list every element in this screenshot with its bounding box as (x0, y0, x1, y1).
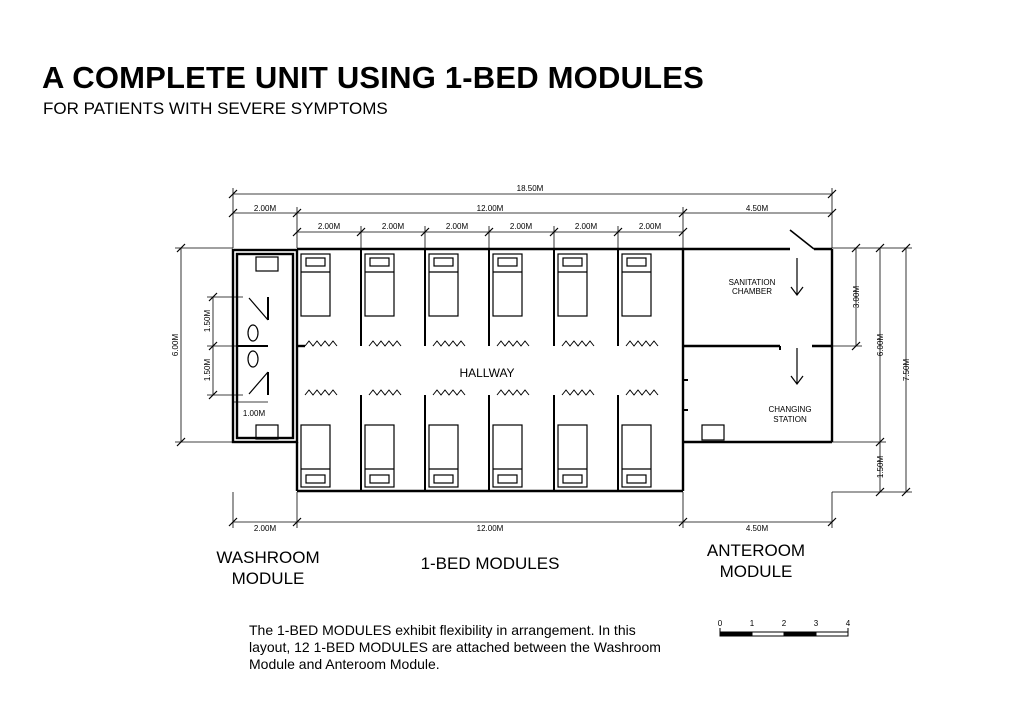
dim-module-6: 2.00M (638, 222, 662, 231)
beds-top (301, 254, 651, 316)
dim-module-4: 2.00M (509, 222, 533, 231)
dim-total-length: 18.50M (516, 184, 544, 193)
sink-icon (256, 257, 278, 271)
dim-washroom-height: 6.00M (171, 333, 180, 357)
scale-tick-4: 4 (845, 619, 851, 628)
room-sanitation-line1: SANITATION (728, 278, 776, 287)
dim-sanitation-depth: 3.00M (852, 285, 861, 309)
dim-bed-modules-top: 12.00M (476, 204, 504, 213)
anteroom-label-line2: MODULE (719, 562, 793, 581)
dim-washroom-bottom: 2.00M (253, 524, 277, 533)
scale-bar (720, 628, 848, 636)
washroom-label-line1: WASHROOM (216, 548, 320, 567)
right-dimensions (832, 244, 912, 496)
bed-modules-label: 1-BED MODULES (420, 554, 560, 573)
dim-toilet-width: 1.00M (242, 409, 266, 418)
washroom-label-line2: MODULE (231, 569, 305, 588)
dim-anteroom-6: 6.00M (876, 333, 885, 357)
beds-bottom (301, 425, 651, 487)
caption-text: The 1-BED MODULES exhibit flexibility in arrangement. In this layout, 12 1-BED MODULES are attached between the Washroom Module and Anteroom Module. (249, 622, 661, 672)
dim-module-5: 2.00M (574, 222, 598, 231)
dim-module-3: 2.00M (445, 222, 469, 231)
dim-washroom-top: 2.00M (253, 204, 277, 213)
dim-anteroom-extra: 1.50M (876, 455, 885, 479)
room-hallway: HALLWAY (459, 366, 515, 380)
anteroom-label-line1: ANTEROOM (706, 541, 806, 560)
dim-toilet-depth-1: 1.50M (203, 309, 212, 333)
dim-anteroom-top: 4.50M (745, 204, 769, 213)
scale-tick-1: 1 (749, 619, 755, 628)
bottom-dimensions (229, 492, 836, 528)
dim-bed-modules-bottom: 12.00M (476, 524, 504, 533)
room-changing-line2: STATION (773, 415, 807, 424)
scale-tick-3: 3 (813, 619, 819, 628)
page-subtitle: FOR PATIENTS WITH SEVERE SYMPTOMS (43, 99, 388, 118)
dim-anteroom-bottom: 4.50M (745, 524, 769, 533)
washroom-module-label (208, 547, 328, 589)
top-dimensions (229, 188, 836, 248)
toilet-icon (248, 351, 258, 367)
dim-module-1: 2.00M (317, 222, 341, 231)
room-changing-line1: CHANGING (768, 405, 812, 414)
sink-icon (702, 425, 724, 440)
page-title: A COMPLETE UNIT USING 1-BED MODULES (42, 60, 705, 95)
dim-toilet-depth-2: 1.50M (203, 358, 212, 382)
scale-tick-0: 0 (717, 619, 723, 628)
room-sanitation-line2: CHAMBER (731, 287, 773, 296)
anteroom-module-label (694, 540, 818, 582)
dim-module-2: 2.00M (381, 222, 405, 231)
toilet-icon (248, 325, 258, 341)
scale-tick-2: 2 (781, 619, 787, 628)
bottom-partitions (361, 395, 618, 491)
dim-anteroom-total: 7.50M (902, 358, 911, 382)
